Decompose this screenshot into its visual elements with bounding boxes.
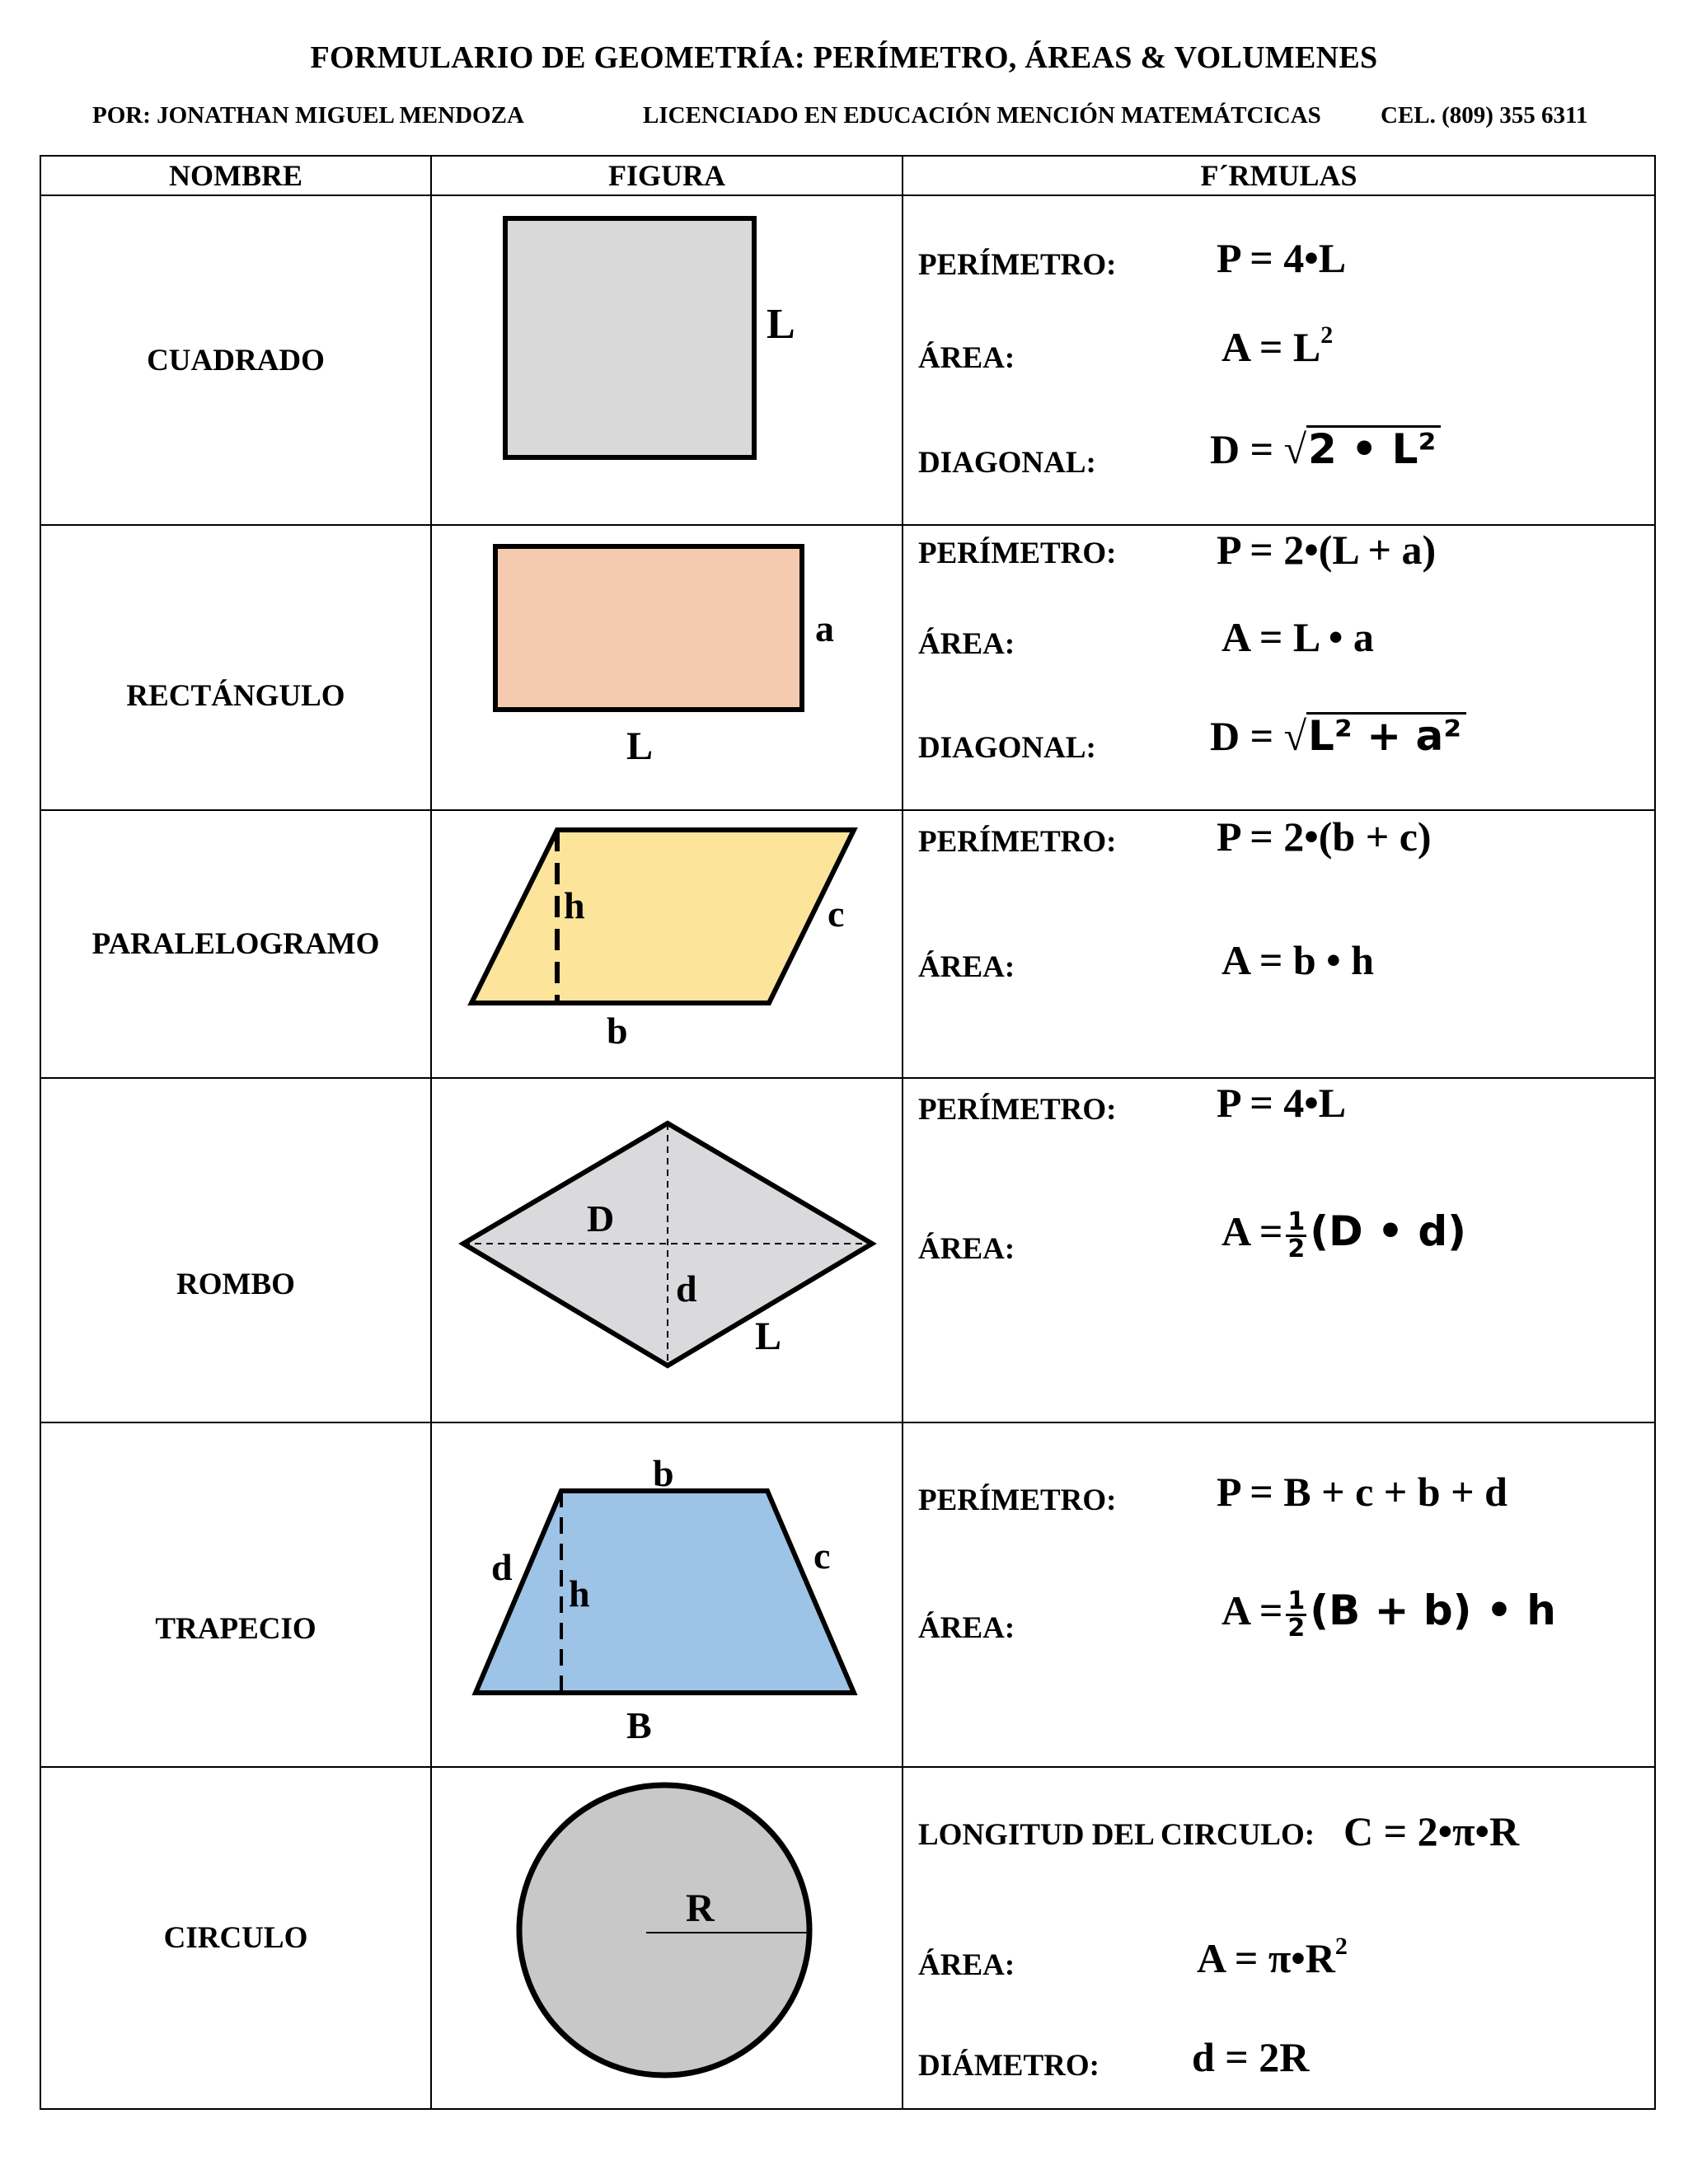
formulas-circle-cell <box>903 1767 1655 2109</box>
figure-rhombus-cell <box>431 1078 903 1422</box>
radius-label-r: R <box>686 1886 715 1930</box>
height-label-h: h <box>564 884 585 926</box>
trapezoid-figure <box>432 1423 902 1766</box>
formula-label: ÁREA: <box>918 950 1015 984</box>
column-header-formulas: F´RMULAS <box>903 156 1655 195</box>
rectangle-shape <box>495 546 802 710</box>
fraction-denominator: 2 <box>1287 1614 1306 1643</box>
shape-name: TRAPECIO <box>40 1422 431 1767</box>
circle-figure <box>432 1768 902 2108</box>
formula-circumference: C = 2•π•R <box>1343 1808 1520 1854</box>
formula-area <box>1221 1207 1466 1262</box>
formula-diagonal-prefix: D = √ <box>1210 713 1307 759</box>
formula-perimeter: P = 4•L <box>1217 1080 1347 1126</box>
parallelogram-shape <box>471 830 854 1003</box>
formula-label: PERÍMETRO: <box>918 1093 1117 1127</box>
side-label-c: c <box>814 1535 831 1577</box>
formula-label: ÁREA: <box>918 1948 1015 1982</box>
formula-area: A = b • h <box>1221 937 1374 983</box>
bottom-base-label-b: B <box>626 1704 652 1746</box>
figure-circle-cell <box>431 1767 903 2109</box>
formula-label: PERÍMETRO: <box>918 825 1117 859</box>
square-shape <box>505 218 754 457</box>
figure-square-cell <box>431 195 903 525</box>
diagonal-label-minor: d <box>676 1268 697 1310</box>
formulas-trapezoid-cell <box>903 1422 1655 1767</box>
circle-shape <box>519 1785 809 2075</box>
formula-label: DIÁMETRO: <box>918 2049 1100 2083</box>
table-row-parallelogram <box>40 810 1655 1078</box>
fraction-numerator: 1 <box>1287 1207 1306 1237</box>
formula-area-base: A = π•R <box>1197 1935 1335 1981</box>
table-header-row <box>40 156 1655 195</box>
formula-diagonal-radicand: 2 • L² <box>1306 425 1441 471</box>
formula-area-exponent: 2 <box>1320 321 1334 349</box>
formulas-rhombus-cell <box>903 1078 1655 1422</box>
square-figure <box>432 196 902 524</box>
column-header-figure: FIGURA <box>431 156 903 195</box>
fraction-numerator: 1 <box>1287 1586 1306 1616</box>
phone-line: CEL. (809) 355 6311 <box>1381 102 1588 129</box>
diagonal-label-major: D <box>587 1197 615 1240</box>
formula-area <box>1221 1586 1556 1641</box>
formula-label: ÁREA: <box>918 1232 1015 1266</box>
formulas-parallelogram-cell <box>903 810 1655 1078</box>
formula-label: LONGITUD DEL CIRCULO: <box>918 1818 1315 1852</box>
formula-table <box>40 155 1656 2110</box>
page-title: FORMULARIO DE GEOMETRÍA: PERÍMETRO, ÁREAS & VOLUMENES <box>310 40 1378 75</box>
top-base-label-b: b <box>653 1452 674 1494</box>
shape-name: RECTÁNGULO <box>40 525 431 810</box>
formula-area-prefix: A = <box>1221 1587 1283 1633</box>
formula-area <box>1197 1933 1348 1982</box>
formula-perimeter: P = 2•(L + a) <box>1217 527 1437 573</box>
formula-label: DIAGONAL: <box>918 446 1096 480</box>
shape-name: CUADRADO <box>40 195 431 525</box>
rhombus-figure <box>432 1079 902 1422</box>
side-label-a: a <box>815 607 834 649</box>
shape-name: ROMBO <box>40 1078 431 1422</box>
column-header-name: NOMBRE <box>40 156 431 195</box>
formula-area-suffix: (B + b) • h <box>1310 1586 1556 1634</box>
table-row-rectangle <box>40 525 1655 810</box>
formula-diagonal-radicand: L² + a² <box>1306 712 1466 758</box>
fraction-one-half <box>1286 1207 1306 1264</box>
table-row-trapezoid <box>40 1422 1655 1767</box>
height-label-h: h <box>569 1572 590 1615</box>
formula-label: ÁREA: <box>918 341 1015 375</box>
formulas-rectangle-cell <box>903 525 1655 810</box>
formula-area: A = L • a <box>1221 614 1374 660</box>
table-row-circle <box>40 1767 1655 2109</box>
rectangle-figure <box>432 526 902 809</box>
formula-perimeter: P = B + c + b + d <box>1217 1469 1507 1515</box>
formula-label: PERÍMETRO: <box>918 248 1117 282</box>
table-row-square <box>40 195 1655 525</box>
side-label-l: L <box>755 1315 782 1358</box>
formula-diagonal <box>1210 425 1441 473</box>
formula-diagonal <box>1210 712 1466 760</box>
formula-label: ÁREA: <box>918 627 1015 661</box>
formula-diagonal-prefix: D = √ <box>1210 426 1307 472</box>
formula-label: ÁREA: <box>918 1611 1015 1645</box>
shape-name: PARALELOGRAMO <box>40 810 431 1078</box>
figure-trapezoid-cell <box>431 1422 903 1767</box>
formula-perimeter: P = 2•(b + c) <box>1217 813 1432 860</box>
parallelogram-figure <box>432 811 902 1077</box>
formula-perimeter: P = 4•L <box>1217 235 1347 281</box>
formula-label: DIAGONAL: <box>918 731 1096 765</box>
fraction-denominator: 2 <box>1287 1235 1306 1264</box>
formula-area-exponent: 2 <box>1334 1933 1348 1960</box>
formula-label: PERÍMETRO: <box>918 537 1117 570</box>
base-label-b: b <box>607 1010 628 1052</box>
degree-line: LICENCIADO EN EDUCACIÓN MENCIÓN MATEMÁTCICAS <box>643 102 1321 129</box>
formula-area-prefix: A = <box>1221 1208 1283 1254</box>
formulas-square-cell <box>903 195 1655 525</box>
shape-name: CIRCULO <box>40 1767 431 2109</box>
formula-area <box>1221 321 1333 371</box>
fraction-one-half <box>1286 1586 1306 1643</box>
side-label-l: L <box>626 724 654 768</box>
table-row-rhombus <box>40 1078 1655 1422</box>
side-label-c: c <box>828 893 845 935</box>
side-label-d: d <box>491 1546 513 1588</box>
formula-area-suffix: (D • d) <box>1310 1207 1466 1255</box>
formula-area-base: A = L <box>1221 324 1321 370</box>
figure-rectangle-cell <box>431 525 903 810</box>
formula-label: PERÍMETRO: <box>918 1483 1117 1517</box>
side-label-l: L <box>767 301 795 348</box>
trapezoid-shape <box>476 1491 854 1693</box>
figure-parallelogram-cell <box>431 810 903 1078</box>
formula-diameter: d = 2R <box>1192 2034 1310 2080</box>
author-line: POR: JONATHAN MIGUEL MENDOZA <box>92 102 524 129</box>
